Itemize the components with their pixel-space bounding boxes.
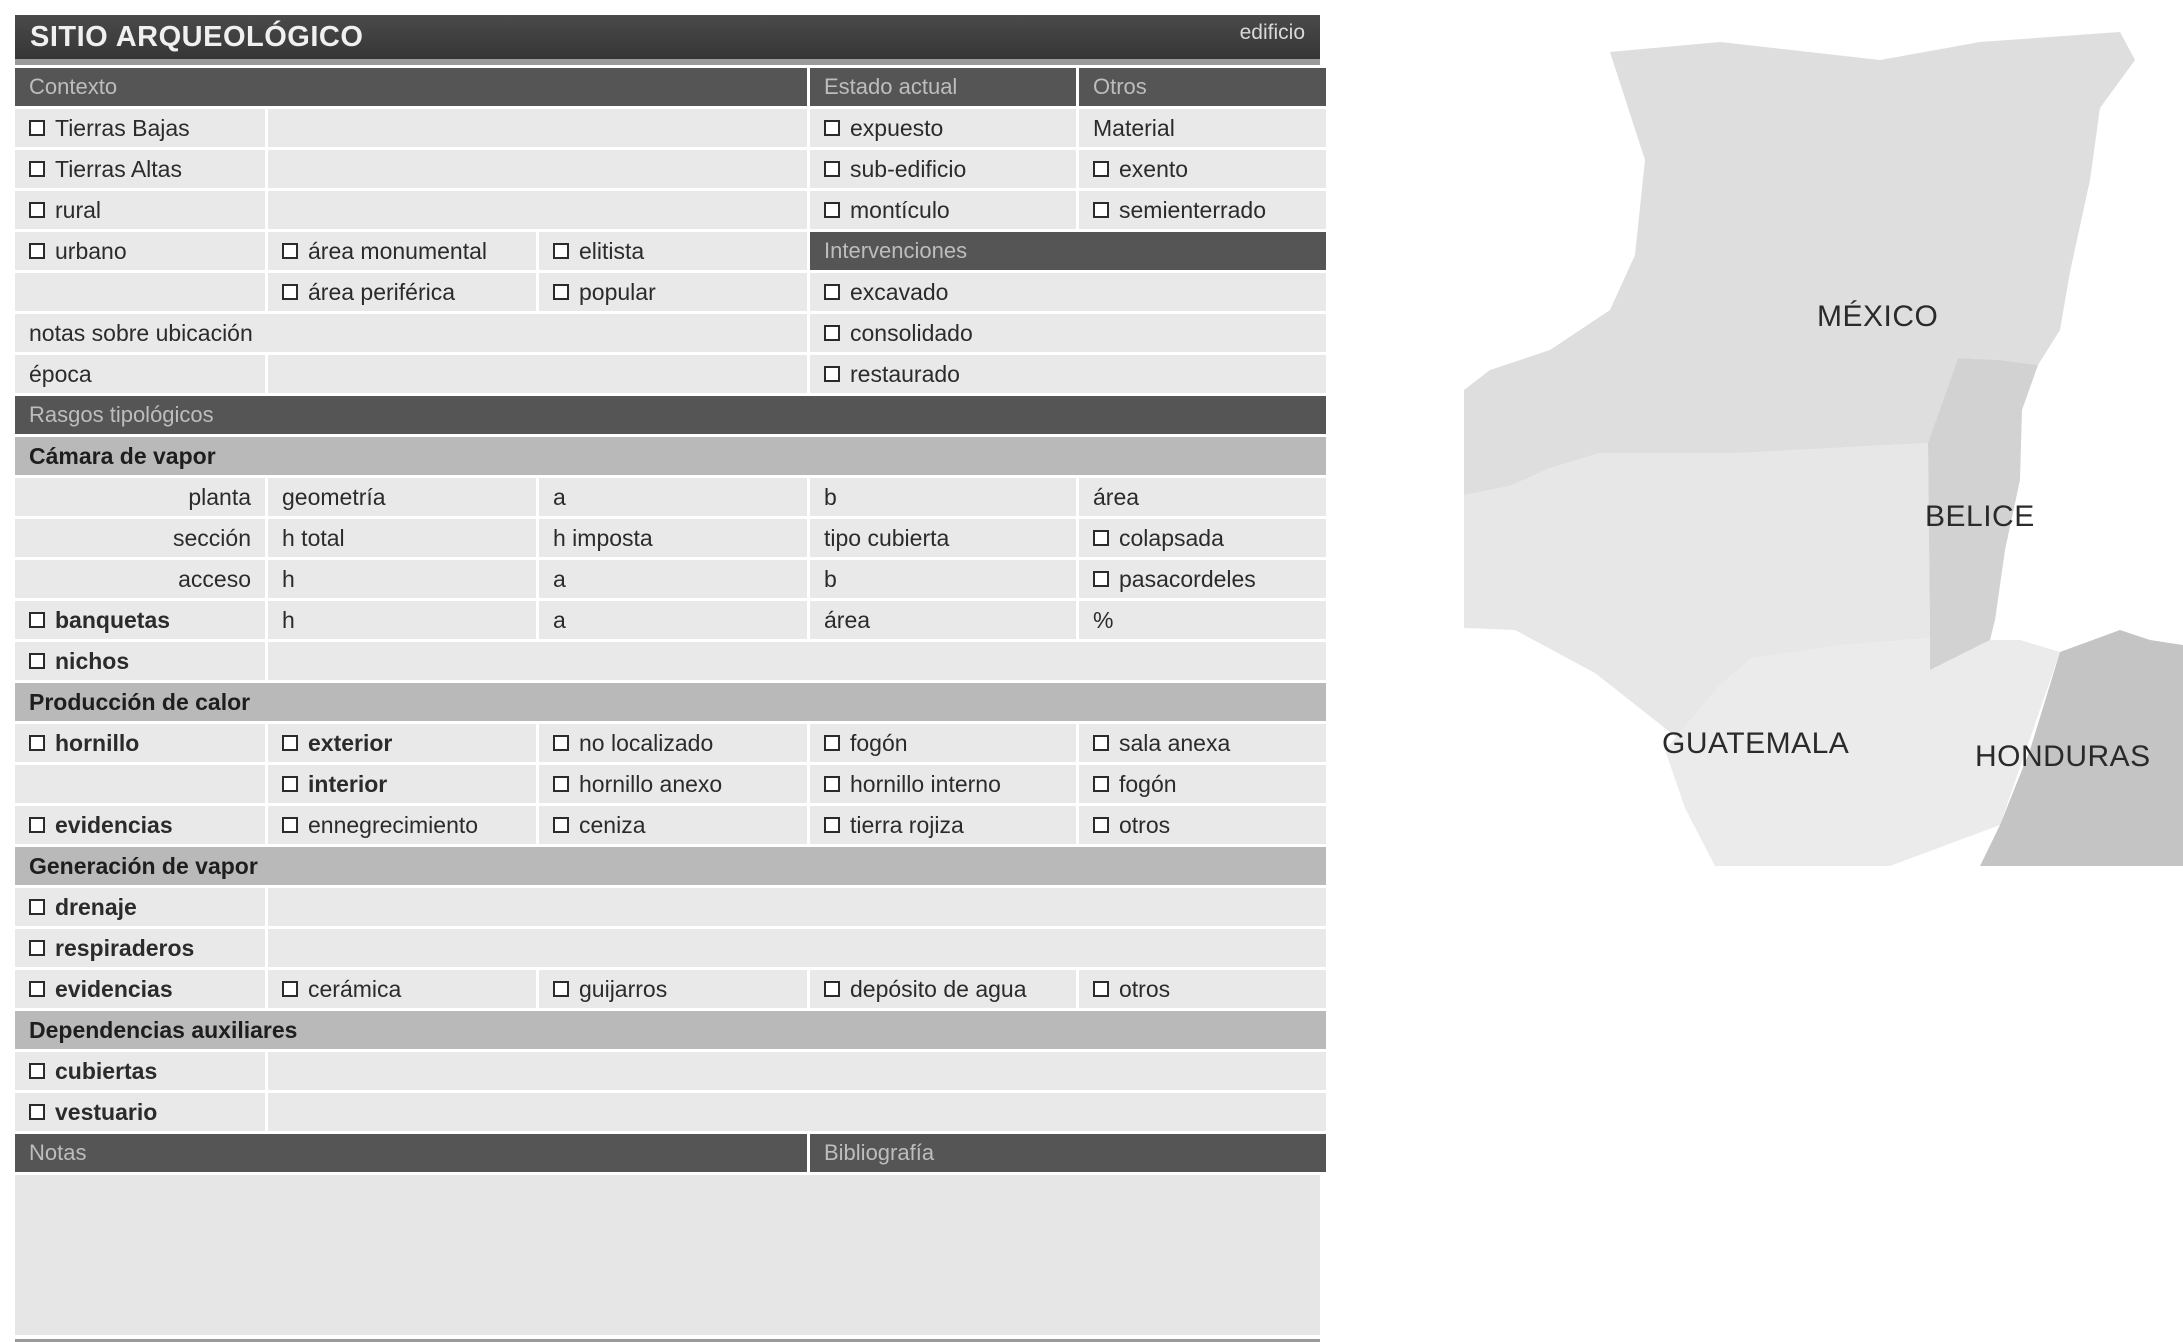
label-mexico: MÉXICO <box>1817 300 1939 333</box>
subheader-camara-de-vapor: Cámara de vapor <box>15 437 1326 475</box>
label-honduras: HONDURAS <box>1975 740 2151 773</box>
checkbox-ceramica[interactable]: cerámica <box>268 970 536 1008</box>
checkbox-exterior[interactable]: exterior <box>268 724 536 762</box>
checkbox-icon[interactable] <box>29 940 45 956</box>
checkbox-icon[interactable] <box>282 284 298 300</box>
checkbox-icon[interactable] <box>553 776 569 792</box>
checkbox-tierras-altas[interactable]: Tierras Altas <box>15 150 265 188</box>
checkbox-icon[interactable] <box>824 817 840 833</box>
checkbox-otros-vapor[interactable]: otros <box>1079 970 1326 1008</box>
field-acceso-a[interactable]: a <box>539 560 807 598</box>
checkbox-icon[interactable] <box>1093 530 1109 546</box>
checkbox-vestuario[interactable]: vestuario <box>15 1093 265 1131</box>
checkbox-evidencias-vapor[interactable]: evidencias <box>15 970 265 1008</box>
header-bibliografia: Bibliografía <box>810 1134 1326 1172</box>
checkbox-sala-anexa[interactable]: sala anexa <box>1079 724 1326 762</box>
checkbox-colapsada[interactable]: colapsada <box>1079 519 1326 557</box>
header-rasgos-tipologicos: Rasgos tipológicos <box>15 396 1326 434</box>
checkbox-icon[interactable] <box>1093 735 1109 751</box>
label-acceso: acceso <box>15 560 265 598</box>
checkbox-nichos[interactable]: nichos <box>15 642 265 680</box>
checkbox-icon[interactable] <box>29 981 45 997</box>
mexico-region <box>1464 32 2135 495</box>
respiraderos-field[interactable] <box>268 929 1326 967</box>
subheader-produccion-de-calor: Producción de calor <box>15 683 1326 721</box>
region-map <box>1460 30 2183 880</box>
checkbox-icon[interactable] <box>29 817 45 833</box>
checkbox-icon[interactable] <box>824 981 840 997</box>
checkbox-elitista[interactable]: elitista <box>539 232 807 270</box>
checkbox-icon[interactable] <box>1093 776 1109 792</box>
label-guatemala: GUATEMALA <box>1662 727 1850 760</box>
checkbox-semienterrado[interactable]: semienterrado <box>1079 191 1326 229</box>
checkbox-icon[interactable] <box>553 735 569 751</box>
form-title-bar <box>15 15 1320 65</box>
checkbox-excavado[interactable]: excavado <box>810 273 1326 311</box>
checkbox-area-monumental[interactable]: área monumental <box>268 232 536 270</box>
field-planta-area[interactable]: área <box>1079 478 1326 516</box>
header-estado-actual: Estado actual <box>810 68 1076 106</box>
subheader-dependencias-auxiliares: Dependencias auxiliares <box>15 1011 1326 1049</box>
checkbox-icon[interactable] <box>29 1104 45 1120</box>
checkbox-ennegrecimiento[interactable]: ennegrecimiento <box>268 806 536 844</box>
checkbox-no-localizado[interactable]: no localizado <box>539 724 807 762</box>
checkbox-drenaje[interactable]: drenaje <box>15 888 265 926</box>
checkbox-icon[interactable] <box>824 120 840 136</box>
rural-field[interactable] <box>268 191 807 229</box>
nichos-field[interactable] <box>268 642 1326 680</box>
checkbox-sub-edificio[interactable]: sub-edificio <box>810 150 1076 188</box>
field-acceso-h[interactable]: h <box>268 560 536 598</box>
checkbox-otros-calor[interactable]: otros <box>1079 806 1326 844</box>
notas-ubicacion-field[interactable]: notas sobre ubicación <box>15 314 807 352</box>
checkbox-icon[interactable] <box>29 899 45 915</box>
tierras-altas-field[interactable] <box>268 150 807 188</box>
checkbox-icon[interactable] <box>29 1063 45 1079</box>
vestuario-field[interactable] <box>268 1093 1326 1131</box>
field-planta-b[interactable]: b <box>810 478 1076 516</box>
field-h-total[interactable]: h total <box>268 519 536 557</box>
cubiertas-field[interactable] <box>268 1052 1326 1090</box>
checkbox-icon[interactable] <box>1093 202 1109 218</box>
checkbox-urbano[interactable]: urbano <box>15 232 265 270</box>
checkbox-icon[interactable] <box>824 161 840 177</box>
checkbox-expuesto[interactable]: expuesto <box>810 109 1076 147</box>
checkbox-icon[interactable] <box>282 735 298 751</box>
checkbox-icon[interactable] <box>824 366 840 382</box>
label-epoca: época <box>15 355 265 393</box>
checkbox-area-periferica[interactable]: área periférica <box>268 273 536 311</box>
header-otros: Otros <box>1079 68 1326 106</box>
checkbox-cubiertas[interactable]: cubiertas <box>15 1052 265 1090</box>
checkbox-exento[interactable]: exento <box>1079 150 1326 188</box>
form-title: SITIO ARQUEOLÓGICO <box>30 20 364 53</box>
checkbox-icon[interactable] <box>282 981 298 997</box>
checkbox-icon[interactable] <box>29 653 45 669</box>
field-banquetas-a[interactable]: a <box>539 601 807 639</box>
checkbox-icon[interactable] <box>553 817 569 833</box>
checkbox-restaurado[interactable]: restaurado <box>810 355 1326 393</box>
subheader-generacion-de-vapor: Generación de vapor <box>15 847 1326 885</box>
checkbox-pasacordeles[interactable]: pasacordeles <box>1079 560 1326 598</box>
checkbox-icon[interactable] <box>29 612 45 628</box>
checkbox-deposito-de-agua[interactable]: depósito de agua <box>810 970 1076 1008</box>
drenaje-field[interactable] <box>268 888 1326 926</box>
checkbox-banquetas[interactable]: banquetas <box>15 601 265 639</box>
checkbox-ceniza[interactable]: ceniza <box>539 806 807 844</box>
checkbox-icon[interactable] <box>824 325 840 341</box>
label-belice: BELICE <box>1925 500 2035 533</box>
checkbox-fogon-interior[interactable]: fogón <box>1079 765 1326 803</box>
checkbox-icon[interactable] <box>824 776 840 792</box>
checkbox-icon[interactable] <box>1093 981 1109 997</box>
checkbox-icon[interactable] <box>824 284 840 300</box>
checkbox-icon[interactable] <box>824 735 840 751</box>
checkbox-hornillo[interactable]: hornillo <box>15 724 265 762</box>
field-planta-a[interactable]: a <box>539 478 807 516</box>
checkbox-interior[interactable]: interior <box>268 765 536 803</box>
tierras-bajas-field[interactable] <box>268 109 807 147</box>
field-h-imposta[interactable]: h imposta <box>539 519 807 557</box>
label-planta: planta <box>15 478 265 516</box>
archaeological-site-form <box>15 15 1320 1342</box>
notes-textarea[interactable] <box>15 1175 1320 1335</box>
checkbox-fogon-exterior[interactable]: fogón <box>810 724 1076 762</box>
form-subtitle: edificio <box>1239 21 1305 44</box>
checkbox-monticulo[interactable]: montículo <box>810 191 1076 229</box>
field-banquetas-h[interactable]: h <box>268 601 536 639</box>
checkbox-icon[interactable] <box>29 243 45 259</box>
field-tipo-cubierta[interactable]: tipo cubierta <box>810 519 1076 557</box>
hornillo-spacer <box>15 765 265 803</box>
checkbox-tierra-rojiza[interactable]: tierra rojiza <box>810 806 1076 844</box>
checkbox-icon[interactable] <box>29 161 45 177</box>
label-material: Material <box>1079 109 1326 147</box>
checkbox-hornillo-interno[interactable]: hornillo interno <box>810 765 1076 803</box>
urbano-spacer <box>15 273 265 311</box>
checkbox-icon[interactable] <box>553 981 569 997</box>
header-contexto: Contexto <box>15 68 807 106</box>
checkbox-consolidado[interactable]: consolidado <box>810 314 1326 352</box>
checkbox-respiraderos[interactable]: respiraderos <box>15 929 265 967</box>
checkbox-icon[interactable] <box>1093 817 1109 833</box>
field-acceso-b[interactable]: b <box>810 560 1076 598</box>
checkbox-icon[interactable] <box>282 817 298 833</box>
checkbox-icon[interactable] <box>282 243 298 259</box>
checkbox-icon[interactable] <box>282 776 298 792</box>
field-banquetas-area[interactable]: área <box>810 601 1076 639</box>
checkbox-icon[interactable] <box>553 243 569 259</box>
checkbox-icon[interactable] <box>1093 161 1109 177</box>
checkbox-tierras-bajas[interactable]: Tierras Bajas <box>15 109 265 147</box>
checkbox-icon[interactable] <box>1093 571 1109 587</box>
form-grid <box>15 68 1320 1172</box>
label-seccion: sección <box>15 519 265 557</box>
checkbox-icon[interactable] <box>824 202 840 218</box>
checkbox-rural[interactable]: rural <box>15 191 265 229</box>
header-intervenciones: Intervenciones <box>810 232 1326 270</box>
epoca-field[interactable] <box>268 355 807 393</box>
checkbox-guijarros[interactable]: guijarros <box>539 970 807 1008</box>
checkbox-icon[interactable] <box>553 284 569 300</box>
field-banquetas-porcentaje[interactable]: % <box>1079 601 1326 639</box>
checkbox-hornillo-anexo[interactable]: hornillo anexo <box>539 765 807 803</box>
checkbox-icon[interactable] <box>29 202 45 218</box>
checkbox-icon[interactable] <box>29 735 45 751</box>
checkbox-icon[interactable] <box>29 120 45 136</box>
field-geometria[interactable]: geometría <box>268 478 536 516</box>
header-notas: Notas <box>15 1134 807 1172</box>
checkbox-evidencias-calor[interactable]: evidencias <box>15 806 265 844</box>
checkbox-popular[interactable]: popular <box>539 273 807 311</box>
